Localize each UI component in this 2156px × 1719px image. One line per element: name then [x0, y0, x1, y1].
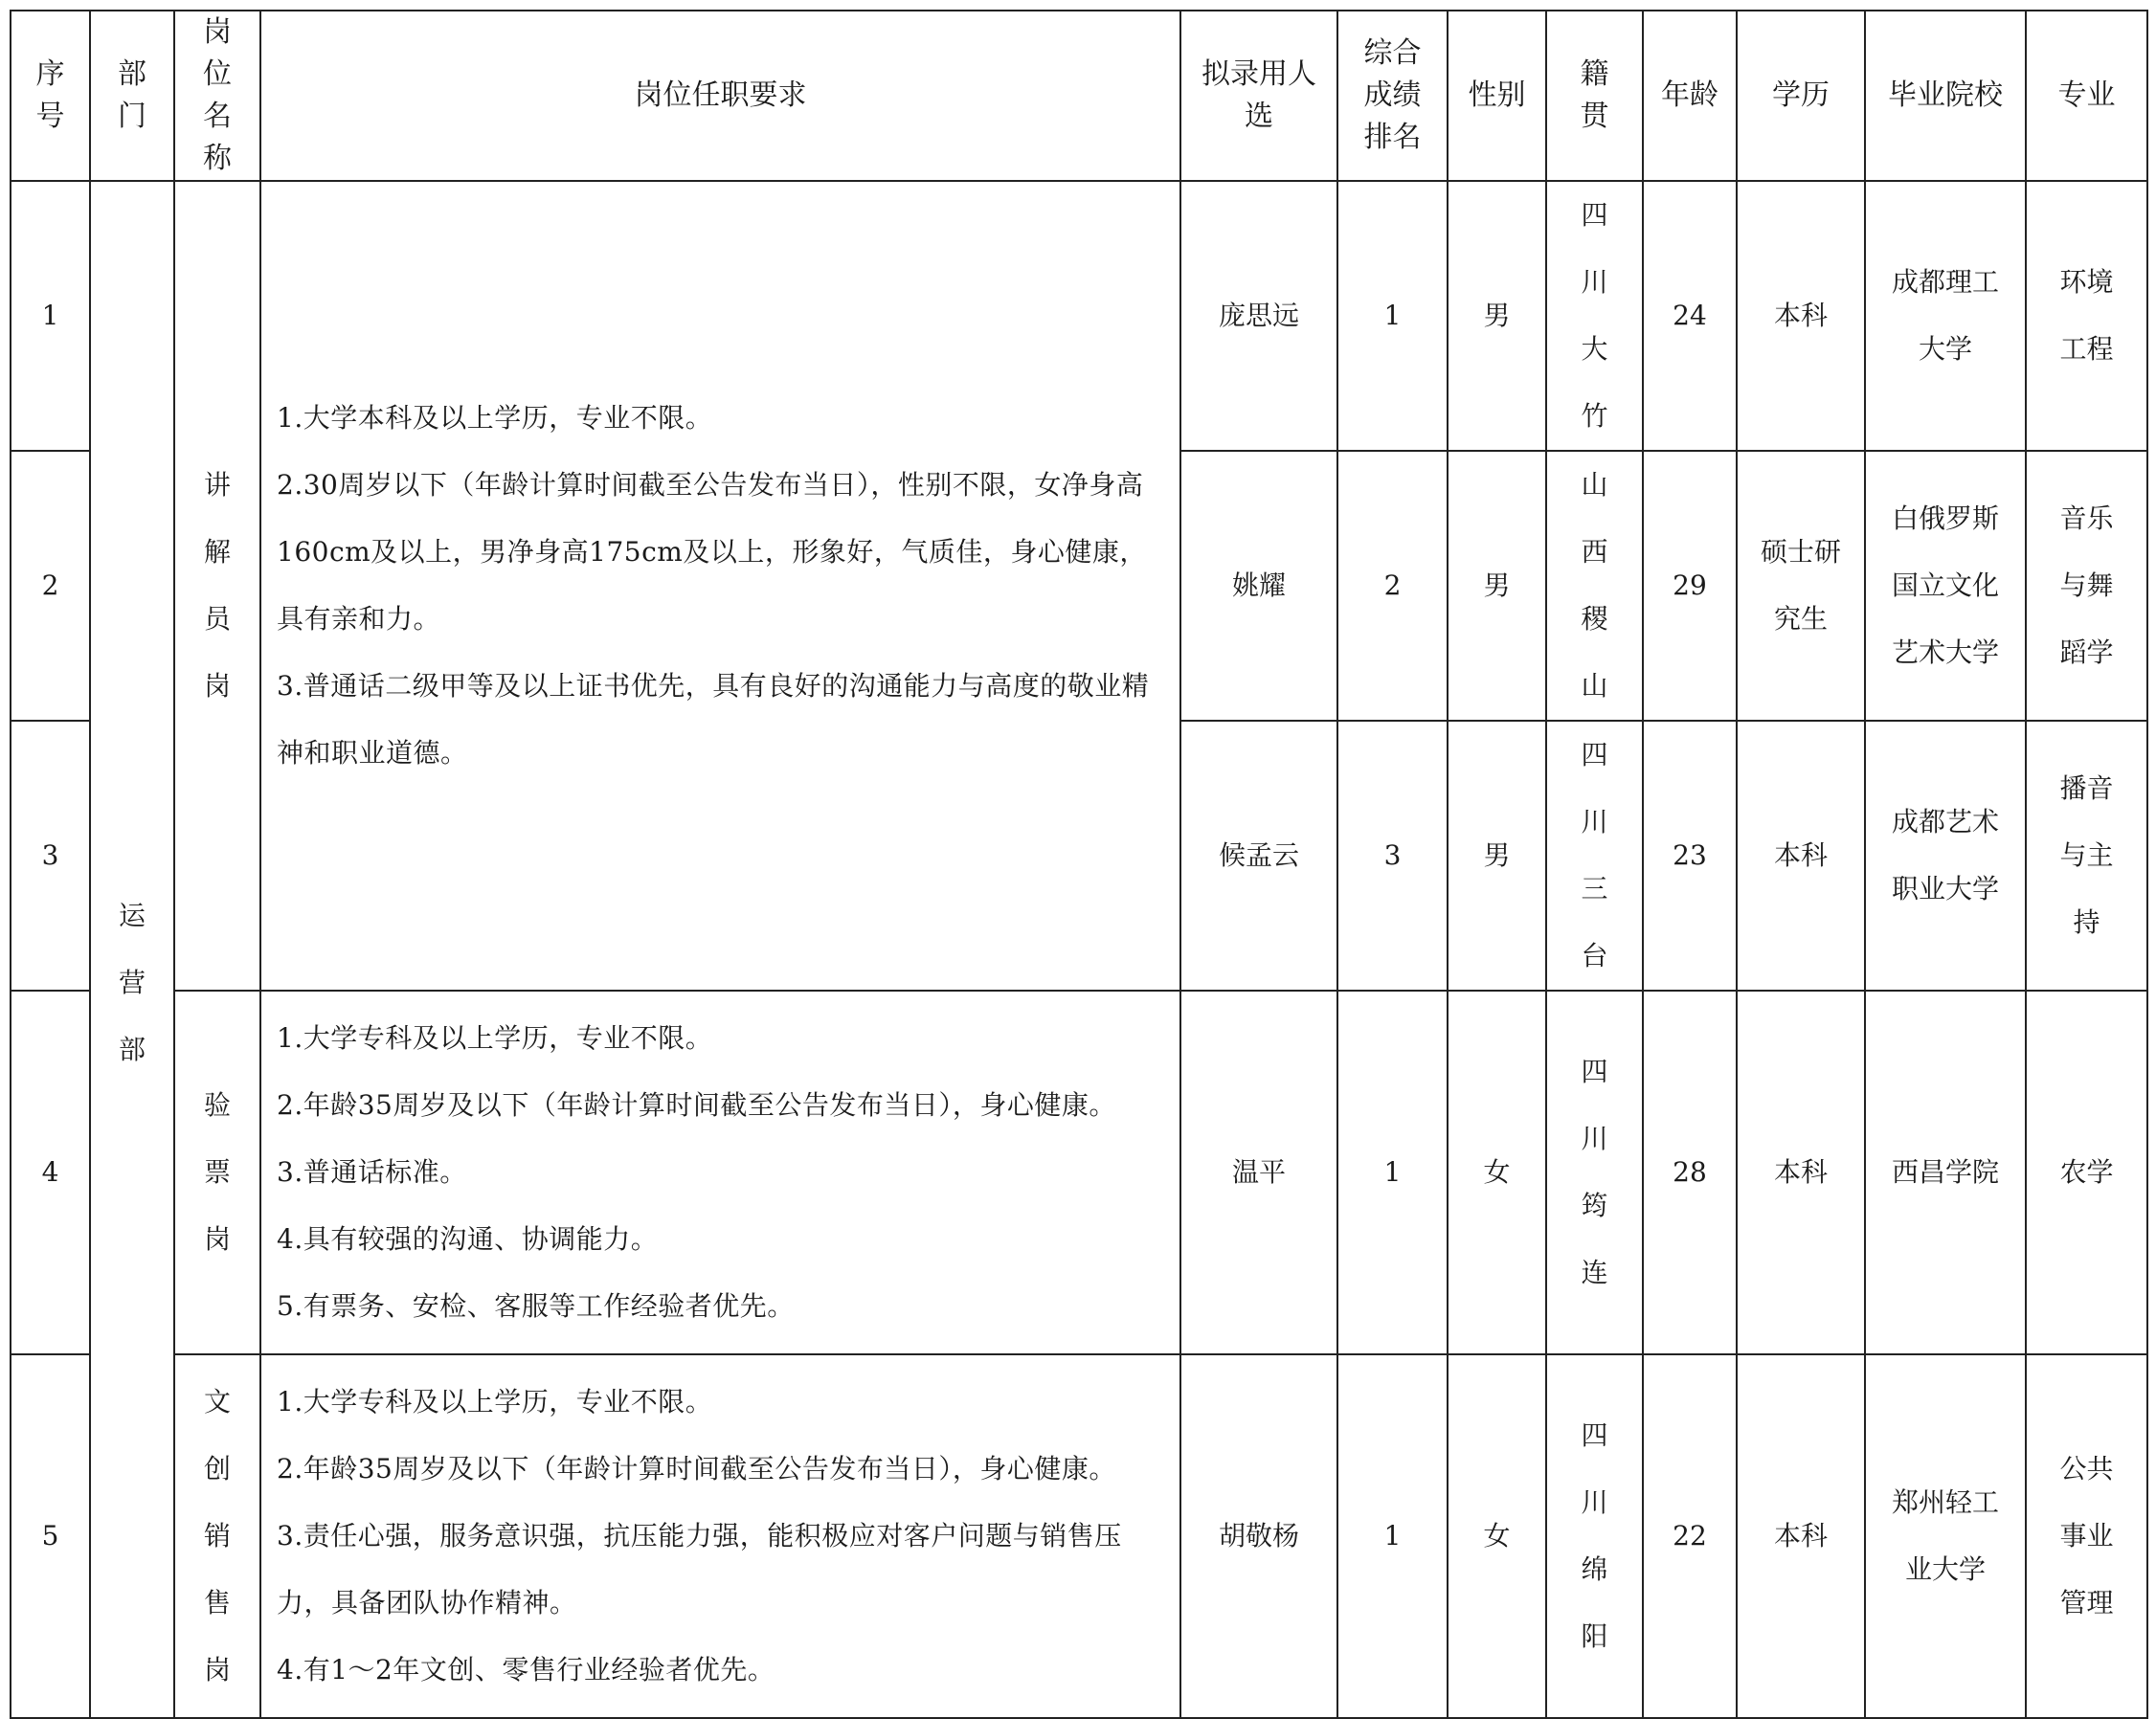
education-value: 本科	[1737, 991, 1865, 1354]
requirement-item: 4.有1～2年文创、零售行业经验者优先。	[277, 1654, 775, 1686]
header-gender: 性别	[1448, 11, 1546, 181]
requirement-item: 2.年龄35周岁及以下（年龄计算时间截至公告发布当日），身心健康。	[277, 1089, 1116, 1121]
origin-value: 四川大竹	[1546, 181, 1643, 451]
rank-value: 1	[1337, 181, 1448, 451]
header-index: 序号	[11, 11, 90, 181]
header-origin: 籍贯	[1546, 11, 1643, 181]
requirement-item: 2.年龄35周岁及以下（年龄计算时间截至公告发布当日），身心健康。	[277, 1453, 1116, 1485]
candidate-name: 胡敬杨	[1180, 1354, 1337, 1718]
requirements-cell	[260, 991, 1180, 1354]
school-value: 成都艺术职业大学	[1865, 721, 2026, 991]
row-index: 5	[11, 1354, 90, 1718]
origin-value: 四川筠连	[1546, 991, 1643, 1354]
gender-value: 男	[1448, 721, 1546, 991]
header-row	[11, 11, 2147, 181]
major-value: 播音与主持	[2026, 721, 2147, 991]
education-value: 本科	[1737, 181, 1865, 451]
requirement-item: 3.普通话标准。	[277, 1156, 467, 1188]
gender-value: 男	[1448, 451, 1546, 721]
requirement-item: 1.大学专科及以上学历，专业不限。	[277, 1386, 713, 1418]
age-value: 29	[1643, 451, 1737, 721]
rank-value: 3	[1337, 721, 1448, 991]
school-value: 白俄罗斯国立文化艺术大学	[1865, 451, 2026, 721]
department-cell: 运营部	[90, 181, 174, 1718]
candidate-name: 庞思远	[1180, 181, 1337, 451]
header-major: 专业	[2026, 11, 2147, 181]
recruitment-table	[10, 10, 2148, 1719]
gender-value: 女	[1448, 991, 1546, 1354]
requirement-item: 2.30周岁以下（年龄计算时间截至公告发布当日），性别不限，女净身高160cm及以上，男净身高175cm及以上，形象好，气质佳，身心健康，具有亲和力。	[277, 469, 1147, 635]
requirements-cell	[260, 1354, 1180, 1718]
requirement-item: 3.普通话二级甲等及以上证书优先，具有良好的沟通能力与高度的敬业精神和职业道德。	[277, 670, 1150, 769]
gender-value: 女	[1448, 1354, 1546, 1718]
school-value: 郑州轻工业大学	[1865, 1354, 2026, 1718]
origin-value: 四川绵阳	[1546, 1354, 1643, 1718]
candidate-name: 候孟云	[1180, 721, 1337, 991]
major-value: 环境工程	[2026, 181, 2147, 451]
requirement-item: 5.有票务、安检、客服等工作经验者优先。	[277, 1290, 795, 1322]
position-cell: 文创销售岗	[174, 1354, 260, 1718]
table-row	[11, 181, 2147, 451]
row-index: 2	[11, 451, 90, 721]
age-value: 23	[1643, 721, 1737, 991]
table-row	[11, 1354, 2147, 1718]
candidate-name: 温平	[1180, 991, 1337, 1354]
row-index: 1	[11, 181, 90, 451]
header-candidate: 拟录用人选	[1180, 11, 1337, 181]
header-rank: 综合成绩排名	[1337, 11, 1448, 181]
major-value: 音乐与舞蹈学	[2026, 451, 2147, 721]
table-row	[11, 991, 2147, 1354]
candidate-name: 姚耀	[1180, 451, 1337, 721]
rank-value: 1	[1337, 1354, 1448, 1718]
major-value: 农学	[2026, 991, 2147, 1354]
rank-value: 2	[1337, 451, 1448, 721]
requirement-item: 1.大学本科及以上学历，专业不限。	[277, 402, 713, 434]
requirement-item: 4.具有较强的沟通、协调能力。	[277, 1223, 659, 1255]
header-education: 学历	[1737, 11, 1865, 181]
header-age: 年龄	[1643, 11, 1737, 181]
requirement-item: 1.大学专科及以上学历，专业不限。	[277, 1022, 713, 1054]
origin-value: 山西稷山	[1546, 451, 1643, 721]
header-dept: 部门	[90, 11, 174, 181]
age-value: 24	[1643, 181, 1737, 451]
rank-value: 1	[1337, 991, 1448, 1354]
education-value: 本科	[1737, 1354, 1865, 1718]
age-value: 22	[1643, 1354, 1737, 1718]
header-school: 毕业院校	[1865, 11, 2026, 181]
gender-value: 男	[1448, 181, 1546, 451]
position-cell: 讲解员岗	[174, 181, 260, 991]
origin-value: 四川三台	[1546, 721, 1643, 991]
school-value: 成都理工大学	[1865, 181, 2026, 451]
requirement-item: 3.责任心强，服务意识强，抗压能力强，能积极应对客户问题与销售压力，具备团队协作精神。	[277, 1520, 1122, 1619]
header-position: 岗位名称	[174, 11, 260, 181]
requirements-cell	[260, 181, 1180, 991]
row-index: 3	[11, 721, 90, 991]
header-requirements: 岗位任职要求	[260, 11, 1180, 181]
position-cell: 验票岗	[174, 991, 260, 1354]
row-index: 4	[11, 991, 90, 1354]
education-value: 本科	[1737, 721, 1865, 991]
age-value: 28	[1643, 991, 1737, 1354]
major-value: 公共事业管理	[2026, 1354, 2147, 1718]
school-value: 西昌学院	[1865, 991, 2026, 1354]
education-value: 硕士研究生	[1737, 451, 1865, 721]
